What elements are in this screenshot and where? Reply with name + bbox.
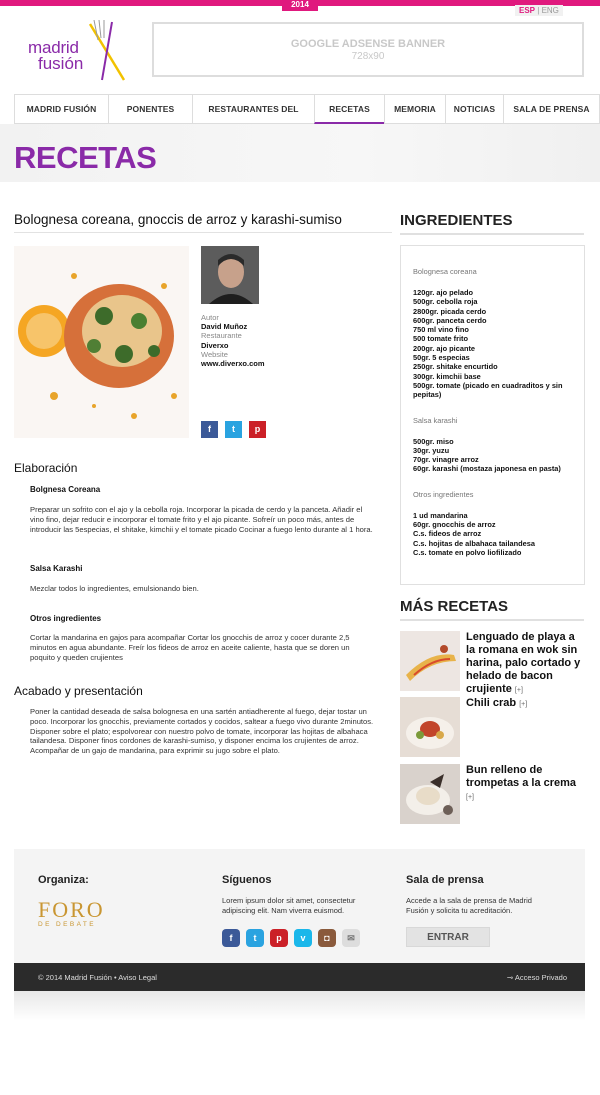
ingredient-item: 60gr. gnocchis de arroz (413, 520, 496, 530)
author-name[interactable]: David Muñoz (201, 322, 248, 332)
nav-item-recetas[interactable]: RECETAS (314, 95, 384, 124)
more-recipe-thumbnail[interactable] (400, 697, 460, 757)
ingredient-item: 300gr. kimchii base (413, 371, 481, 381)
bottom-bar (14, 963, 585, 991)
siguenos-text: Lorem ipsum dolor sit amet, consectetur adipiscing elit. Nam viverra euismod. (222, 896, 356, 915)
step-text: Preparar un sofrito con el ajo y la cebolla roja. Incorporar la picada de cerdo y la panceta. Añadir el vino fino, dejar reducir e incorporar el tomate frito y el ajo picante. Sofreír un poco más, antes de introducir las 5especias, el shitake, kimchii y el tomate picado Cocinar a fuego lento durante al 1 hora. (30, 505, 373, 534)
more-recipes-heading: MÁS RECETAS (400, 598, 584, 621)
copyright[interactable]: © 2014 Madrid Fusión • Aviso Legal (38, 973, 157, 982)
nav-item-noticias[interactable]: NOTICIAS (445, 95, 503, 124)
restaurant-label: Restaurante (201, 331, 242, 341)
section-hero (0, 124, 600, 182)
ingredient-item: C.s. hojitas de albahaca tailandesa (413, 538, 535, 548)
ingredient-item: 750 ml vino fino (413, 325, 469, 335)
ingredient-item: 500gr. tomate (picado en cuadraditos y sin pepitas) (413, 380, 563, 400)
foro-logo-subtext: DE DEBATE (38, 921, 96, 928)
restaurant-name[interactable]: Diverxo (201, 340, 229, 350)
madrid-fusion-logo[interactable] (24, 20, 134, 82)
facebook-icon[interactable]: f (222, 929, 240, 947)
more-recipe-thumbnail[interactable] (400, 631, 460, 691)
more-recipe-item[interactable] (400, 631, 590, 695)
ingredient-item: C.s. fideos de arroz (413, 529, 482, 539)
dish-image (400, 764, 460, 824)
ingredient-group-title: Salsa karashi (413, 415, 458, 425)
recipe-photo[interactable] (14, 246, 189, 438)
foro-de-debate-logo[interactable] (38, 897, 105, 928)
ingredient-item: C.s. tomate en polvo liofilizado (413, 547, 522, 557)
foro-logo-text: FORO (38, 897, 105, 922)
step-text: Mezclar todos lo ingredientes, emulsionando bien. (30, 584, 199, 593)
language-switcher (515, 5, 563, 16)
footer-reflection (14, 991, 585, 1021)
nav-item-ponentes[interactable]: PONENTES (108, 95, 192, 124)
footer (14, 849, 585, 963)
ingredient-item: 500 tomate frito (413, 334, 469, 344)
elaboracion-heading: Elaboración (14, 461, 78, 475)
author-avatar (201, 246, 259, 304)
more-recipe-plus[interactable]: [+] (514, 687, 523, 694)
more-recipe-plus[interactable]: [+] (466, 794, 474, 801)
ingredient-item: 600gr. panceta cerdo (413, 315, 487, 325)
logo-text-madrid: madrid (28, 38, 79, 57)
step-title: Bolgnesa Coreana (30, 485, 101, 494)
pinterest-icon[interactable]: p (270, 929, 288, 947)
ingredient-item: 2800gr. picada cerdo (413, 306, 487, 316)
author-meta (201, 313, 265, 368)
twitter-icon[interactable]: t (246, 929, 264, 947)
nav-item-sala-de-prensa[interactable]: SALA DE PRENSA (503, 95, 600, 124)
sala-text: Accede a la sala de prensa de Madrid Fusión y solicita tu acreditación. (406, 896, 532, 915)
mail-icon[interactable]: ✉ (342, 929, 360, 947)
author-portrait-image (201, 246, 259, 304)
ad-banner-size: 728x90 (351, 51, 385, 62)
recipe-title: Bolognesa coreana, gnoccis de arroz y karashi-sumiso (14, 212, 392, 233)
sala-heading: Sala de prensa (406, 874, 484, 886)
step-text: Cortar la mandarina en gajos para acompañar Cortar los gnocchis de arroz y cocer durante 2,5 minutos en agua abundante. Freír los fideos de arroz en aceite caliente, hasta que se doren un poquito y queden crujientes (30, 633, 350, 662)
ingredient-item: 1 ud mandarina (413, 510, 468, 520)
vimeo-icon[interactable]: v (294, 929, 312, 947)
social-icons (222, 929, 360, 947)
pinterest-icon[interactable]: p (249, 421, 266, 438)
more-recipe-title (466, 764, 586, 804)
ad-banner[interactable] (152, 22, 584, 77)
entrar-button[interactable]: ENTRAR (406, 927, 490, 947)
main-nav (14, 94, 600, 124)
ingredient-group-title: Bolognesa coreana (413, 267, 477, 276)
step-title: Otros ingredientes (30, 614, 102, 623)
more-recipe-title-text[interactable]: Bun relleno de trompetas a la crema (466, 764, 577, 789)
nav-item-madrid-fusion[interactable]: MADRID FUSIÓN (14, 95, 108, 124)
more-recipe-item[interactable] (400, 764, 590, 824)
author-label: Autor (201, 313, 219, 322)
logo-text-fusion: fusión (38, 54, 84, 73)
facebook-icon[interactable]: f (201, 421, 218, 438)
more-recipe-plus[interactable]: [+] (519, 701, 528, 708)
share-buttons (201, 421, 266, 438)
twitter-icon[interactable]: t (225, 421, 242, 438)
ingredient-item: 70gr. vinagre arroz (413, 455, 479, 465)
more-recipe-title (466, 697, 586, 711)
ad-banner-title: GOOGLE ADSENSE BANNER (290, 38, 446, 50)
more-recipe-title-text[interactable]: Chili crab (466, 697, 517, 709)
ingredient-item: 500gr. cebolla roja (413, 297, 478, 307)
more-recipe-item[interactable] (400, 697, 590, 757)
ingredient-item: 200gr. ajo picante (413, 343, 476, 353)
more-recipe-thumbnail[interactable] (400, 764, 460, 824)
year-tab[interactable]: 2014 (282, 0, 318, 11)
nav-item-restaurantes[interactable]: RESTAURANTES DEL (192, 95, 314, 124)
recipe-dish-image (14, 246, 189, 438)
acabado-text: Poner la cantidad deseada de salsa bolognesa en una sartén antiadherente al fuego, dejar tostar un poco. Incorporar los gnocchis, previamente cortados y cocidos, saltear a fuego vivo durante 2minutos. Disponer sobre el plato; espolvorear con nuestro polvo de tomate, incorporar las hojitas de albahaca tailandesa. Disponer finos cordones de karashi-sumiso, y disponer encima los crujientes de arroz. Acompañar de un gajo de mandarina, para exprimir su jugo sobre el plato. (30, 707, 374, 756)
siguenos-heading: Síguenos (222, 874, 272, 886)
ingredient-item: 250gr. shitake encurtido (413, 362, 498, 372)
ingredients-box (400, 245, 585, 585)
dish-image (400, 697, 460, 757)
ingredient-item: 50gr. 5 especias (413, 353, 470, 363)
website-label: Website (201, 349, 228, 359)
key-icon: ⊸ (506, 973, 515, 982)
nav-item-memoria[interactable]: MEMORIA (384, 95, 445, 124)
lang-esp[interactable]: ESP (519, 6, 536, 15)
lang-separator: | (537, 6, 540, 15)
website-link[interactable]: www.diverxo.com (201, 359, 265, 369)
organiza-heading: Organiza: (38, 874, 89, 886)
more-recipe-title-text[interactable]: Lenguado de playa a la romana en wok sin harina, palo cortado y helado de bacon crujiente (466, 631, 581, 695)
acceso-privado[interactable] (507, 973, 567, 982)
ingredient-group-title: Otros ingredientes (413, 489, 474, 499)
step-title: Salsa Karashi (30, 564, 83, 573)
acceso-privado-label[interactable]: Acceso Privado (514, 973, 567, 982)
instagram-icon[interactable]: ◘ (318, 929, 336, 947)
page-title: RECETAS (14, 140, 157, 175)
ingredient-item: 500gr. miso (413, 436, 454, 446)
more-recipe-title (466, 631, 586, 697)
ingredient-item: 120gr. ajo pelado (413, 288, 473, 297)
ingredient-item: 60gr. karashi (mostaza japonesa en pasta) (413, 464, 561, 474)
dish-image (400, 631, 460, 691)
acabado-heading: Acabado y presentación (14, 684, 143, 698)
ingredients-heading: INGREDIENTES (400, 212, 584, 235)
lang-eng[interactable]: ENG (541, 6, 559, 15)
ingredient-item: 30gr. yuzu (413, 445, 450, 455)
